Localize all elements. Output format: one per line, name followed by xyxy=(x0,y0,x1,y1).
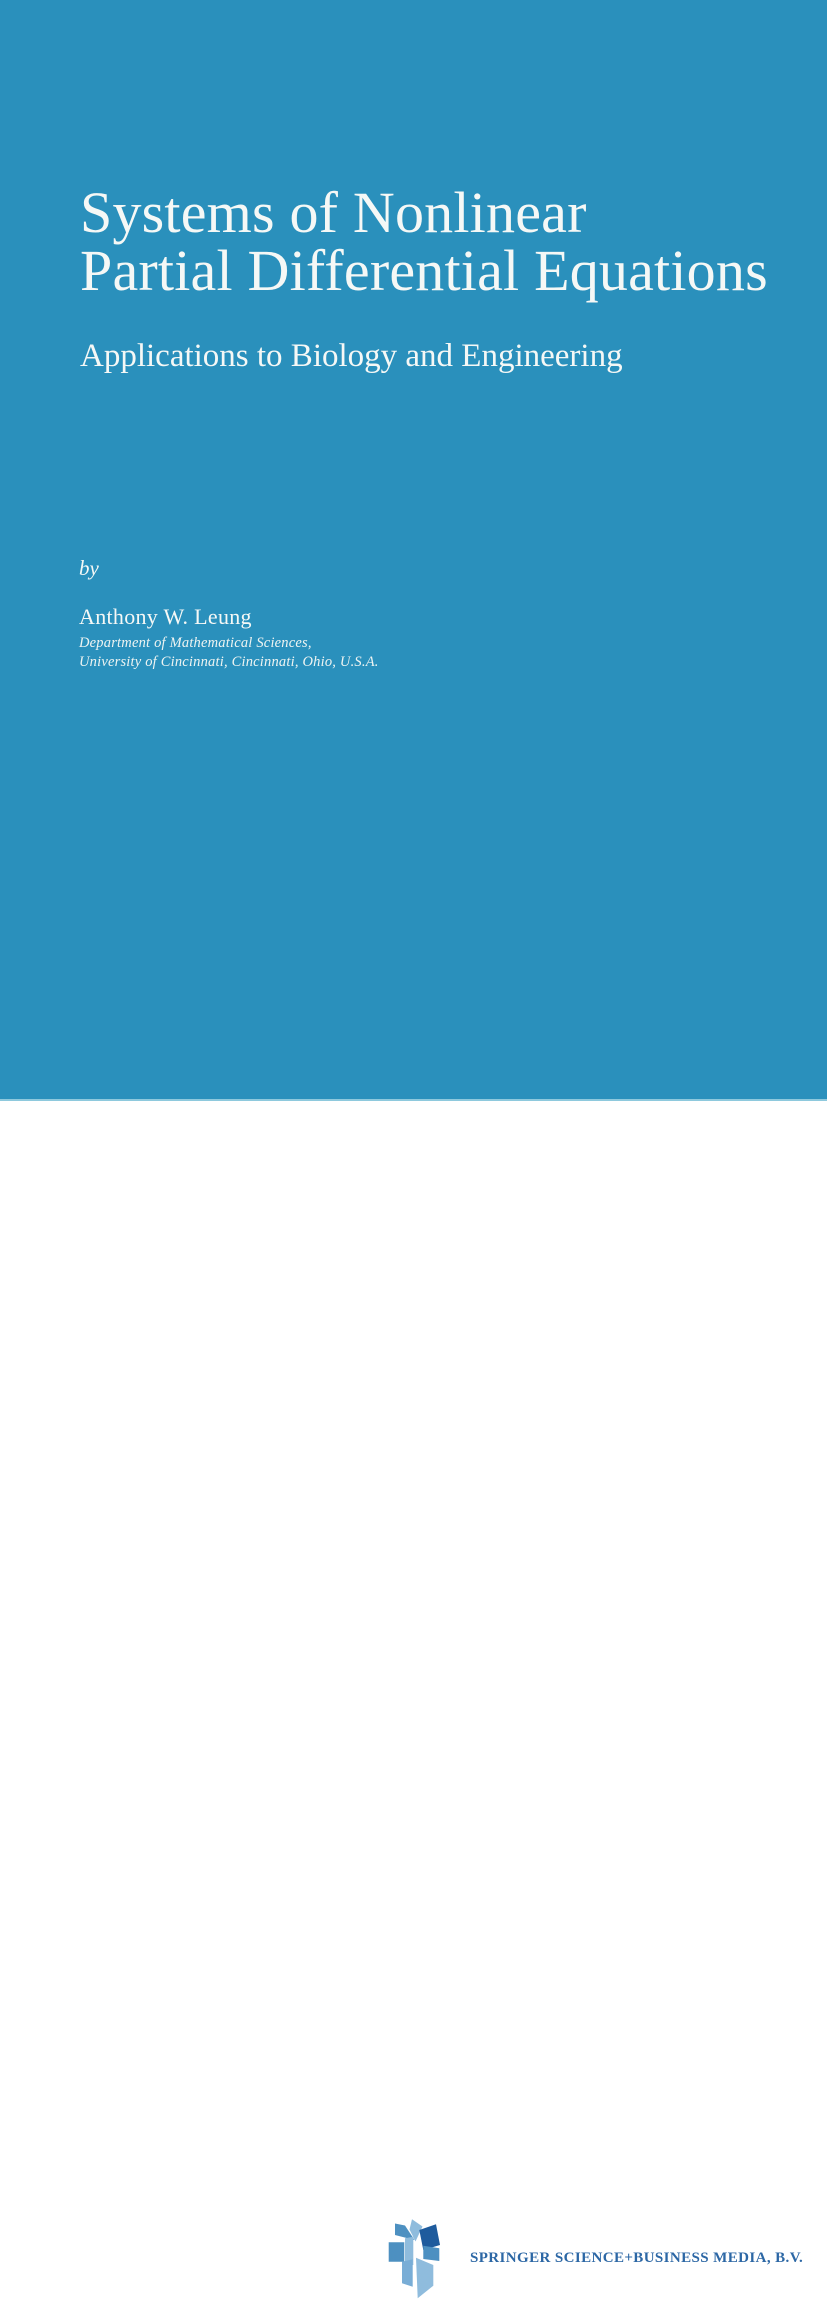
logo-bottom-right-page xyxy=(416,2258,433,2299)
logo-dark-square xyxy=(419,2224,440,2250)
affiliation-line-1: Department of Mathematical Sciences, xyxy=(79,635,312,651)
book-cover xyxy=(0,0,827,1101)
title-line-1: Systems of Nonlinear xyxy=(80,180,587,245)
logo-right-mid-quad xyxy=(423,2246,439,2261)
springer-pinwheel-logo-icon xyxy=(386,2215,450,2303)
title-line-2: Partial Differential Equations xyxy=(80,238,768,303)
author-affiliation xyxy=(79,634,379,672)
book-subtitle: Applications to Biology and Engineering xyxy=(80,338,623,374)
publisher-name: SPRINGER SCIENCE+BUSINESS MEDIA, B.V. xyxy=(470,2250,804,2266)
author-name: Anthony W. Leung xyxy=(79,604,252,629)
byline: by xyxy=(79,556,99,580)
publisher-band xyxy=(0,1101,827,2266)
book-title xyxy=(80,180,768,303)
logo-left-square xyxy=(389,2242,405,2261)
affiliation-line-2: University of Cincinnati, Cincinnati, Ohio, U.S.A. xyxy=(79,654,379,670)
logo-bottom-left-page xyxy=(402,2259,413,2286)
